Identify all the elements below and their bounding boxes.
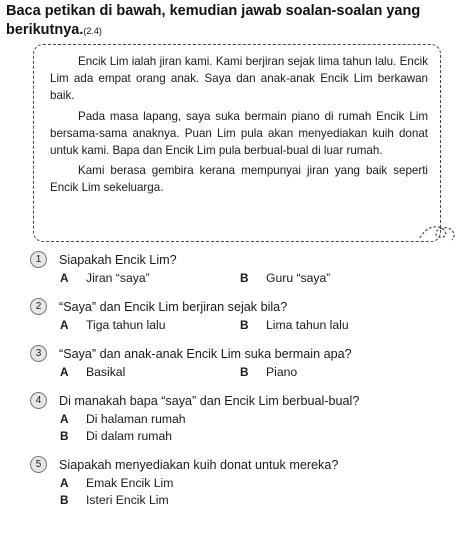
question-4 bbox=[30, 391, 450, 444]
option-letter: A bbox=[60, 317, 69, 332]
question-text: “Saya” dan Encik Lim berjiran sejak bila? bbox=[59, 299, 288, 314]
option-letter: B bbox=[60, 492, 69, 507]
question-number-badge: 4 bbox=[30, 392, 47, 409]
option-text: Isteri Encik Lim bbox=[86, 492, 169, 507]
option-text: Lima tahun lalu bbox=[266, 317, 349, 332]
option-text: Emak Encik Lim bbox=[86, 475, 174, 490]
option-text: Basikal bbox=[86, 364, 126, 379]
question-5 bbox=[30, 455, 450, 508]
question-text: Siapakah Encik Lim? bbox=[59, 252, 177, 267]
question-2 bbox=[30, 297, 450, 333]
passage-paragraph-1: Encik Lim ialah jiran kami. Kami berjiran sejak lima tahun lalu. Encik Lim ada empat orang anak. Saya dan anak-anak Encik Lim berkawan baik. bbox=[50, 55, 428, 103]
option-b[interactable] bbox=[60, 429, 240, 443]
question-number-badge: 1 bbox=[30, 251, 47, 268]
passage-box bbox=[33, 44, 441, 242]
option-b[interactable] bbox=[240, 365, 420, 379]
question-text: Di manakah bapa “saya” dan Encik Lim berbual-bual? bbox=[59, 393, 360, 408]
question-number-badge: 5 bbox=[30, 456, 47, 473]
question-text: “Saya” dan anak-anak Encik Lim suka bermain apa? bbox=[59, 346, 352, 361]
option-b[interactable] bbox=[240, 318, 420, 332]
option-text: Di halaman rumah bbox=[86, 411, 186, 426]
option-text: Piano bbox=[266, 364, 298, 379]
option-letter: A bbox=[60, 270, 69, 285]
option-letter: A bbox=[60, 364, 69, 379]
instruction-heading bbox=[6, 2, 468, 41]
instruction-text: Baca petikan di bawah, kemudian jawab soalan-soalan yang berikutnya. bbox=[6, 3, 421, 38]
option-a[interactable] bbox=[60, 365, 240, 379]
option-a[interactable] bbox=[60, 476, 240, 490]
option-text: Jiran “saya” bbox=[86, 270, 150, 285]
passage-paragraph-2: Pada masa lapang, saya suka bermain piano di rumah Encik Lim bersama-sama anaknya. Puan Lim pula akan menyediakan kuih donat untuk kami. Bapa dan Encik Lim pula berbual-bual di luar rumah. bbox=[50, 109, 428, 158]
option-letter: B bbox=[240, 270, 249, 285]
option-a[interactable] bbox=[60, 412, 240, 426]
question-1 bbox=[30, 250, 450, 286]
option-letter: B bbox=[240, 364, 249, 379]
passage-paragraph-3: Kami berasa gembira kerana mempunyai jiran yang baik seperti Encik Lim sekeluarga. bbox=[50, 164, 428, 195]
option-letter: B bbox=[60, 428, 69, 443]
option-a[interactable] bbox=[60, 318, 240, 332]
option-letter: A bbox=[60, 411, 69, 426]
question-list bbox=[30, 250, 450, 519]
question-text: Siapakah menyediakan kuih donat untuk mereka? bbox=[59, 457, 339, 472]
question-number-badge: 3 bbox=[30, 345, 47, 362]
option-text: Tiga tahun lalu bbox=[86, 317, 166, 332]
option-letter: B bbox=[240, 317, 249, 332]
option-b[interactable] bbox=[60, 493, 240, 507]
option-b[interactable] bbox=[240, 271, 420, 285]
skill-code: (2.4) bbox=[83, 26, 102, 36]
option-text: Di dalam rumah bbox=[86, 428, 173, 443]
option-a[interactable] bbox=[60, 271, 240, 285]
option-text: Guru “saya” bbox=[266, 270, 331, 285]
swirl-decoration-icon bbox=[418, 220, 458, 244]
option-letter: A bbox=[60, 475, 69, 490]
question-number-badge: 2 bbox=[30, 298, 47, 315]
question-3 bbox=[30, 344, 450, 380]
